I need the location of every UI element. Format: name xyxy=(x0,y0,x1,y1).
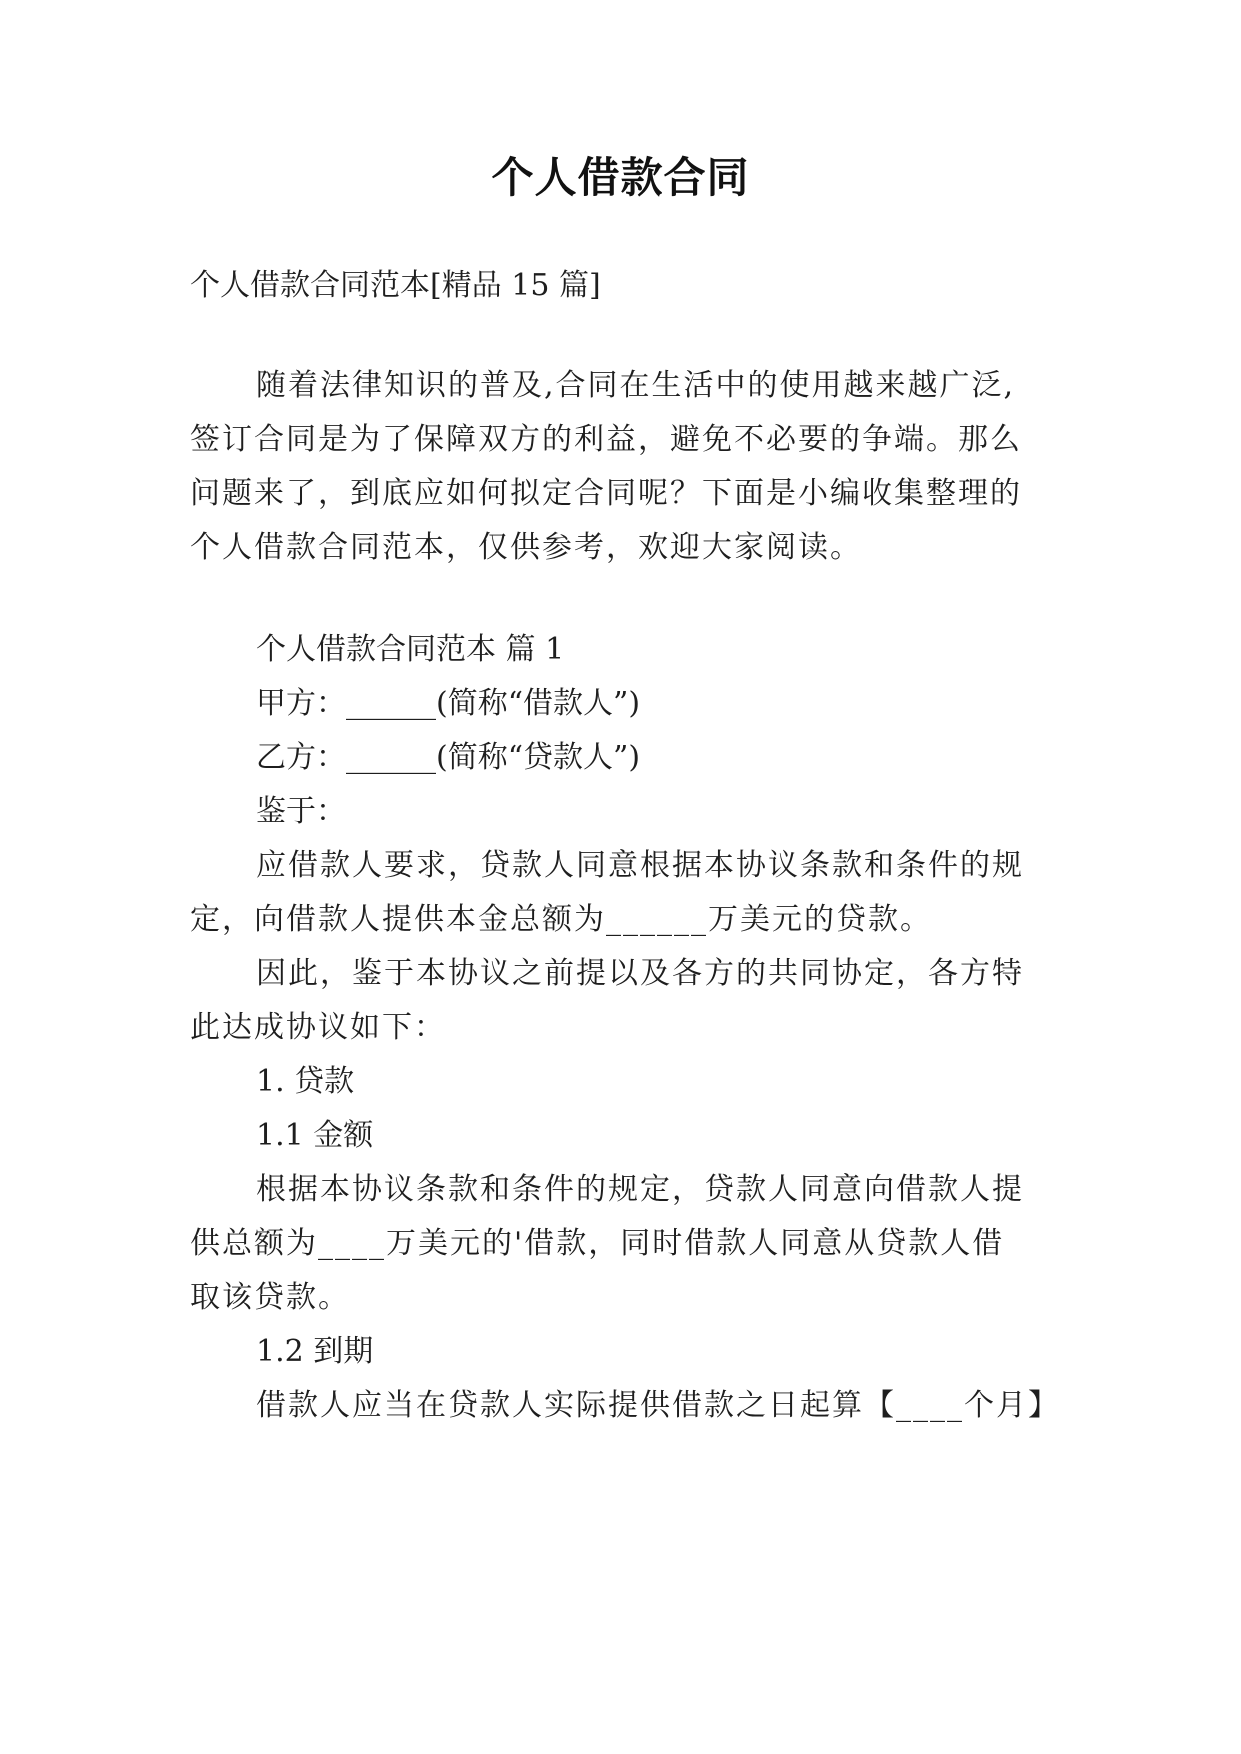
recital-line: 定，向借款人提供本金总额为______万美元的贷款。 xyxy=(190,902,932,937)
clause-1-1-line: 取该贷款。 xyxy=(190,1280,350,1315)
document-title: 个人借款合同 xyxy=(491,153,750,202)
agreement-line: 此达成协议如下： xyxy=(190,1010,446,1045)
intro-line: 个人借款合同范本，仅供参考，欢迎大家阅读。 xyxy=(190,530,862,565)
clause-1-heading: 1. 贷款 xyxy=(256,1064,355,1099)
party-a-line: 甲方：______(简称“借款人”) xyxy=(256,686,641,721)
clause-1-1-line: 根据本协议条款和条件的规定，贷款人同意向借款人提 xyxy=(256,1172,1024,1207)
clause-1-2-line: 借款人应当在贷款人实际提供借款之日起算【____个月】 xyxy=(256,1388,1060,1423)
clause-1-1-line: 供总额为____万美元的'借款，同时借款人同意从贷款人借 xyxy=(190,1226,1005,1261)
agreement-line: 因此，鉴于本协议之前提以及各方的共同协定，各方特 xyxy=(256,956,1024,991)
clause-1-2-heading: 1.2 到期 xyxy=(256,1334,374,1369)
intro-line: 问题来了，到底应如何拟定合同呢？下面是小编收集整理的 xyxy=(190,476,1022,511)
section-heading: 个人借款合同范本 篇 1 xyxy=(256,632,565,667)
whereas-line: 鉴于： xyxy=(256,794,346,829)
clause-1-1-heading: 1.1 金额 xyxy=(256,1118,374,1153)
party-b-line: 乙方：______(简称“贷款人”) xyxy=(256,740,641,775)
intro-line: 随着法律知识的普及,合同在生活中的使用越来越广泛, xyxy=(256,368,1016,403)
recital-line: 应借款人要求，贷款人同意根据本协议条款和条件的规 xyxy=(256,848,1024,883)
intro-line: 签订合同是为了保障双方的利益，避免不必要的争端。那么 xyxy=(190,422,1022,457)
document-subtitle: 个人借款合同范本[精品 15 篇] xyxy=(190,268,601,303)
